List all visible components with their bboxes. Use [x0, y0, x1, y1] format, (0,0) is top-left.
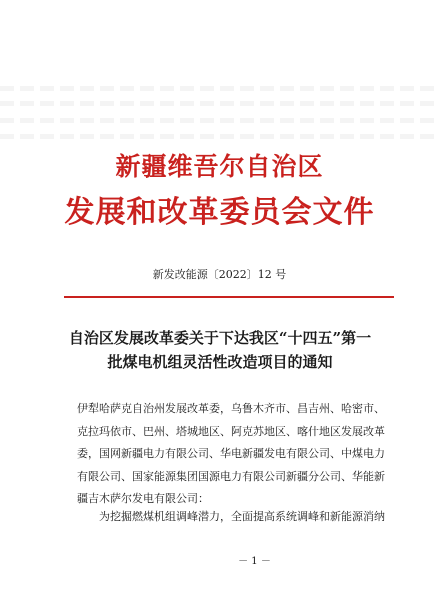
notice-title: [40, 326, 400, 374]
addressee-line: 伊犁哈萨克自治州发展改革委，乌鲁木齐市、昌吉州、哈密市、: [77, 402, 385, 415]
page-number: － 1 －: [238, 556, 271, 567]
addressee-line: 有限公司、国家能源集团国源电力有限公司新疆分公司、华能新: [77, 469, 385, 483]
body-paragraph: 为挖掘燃煤机组调峰潜力，全面提高系统调峰和新能源消纳: [99, 510, 385, 523]
document-type-header: 发展和改革委员会文件: [64, 195, 375, 230]
red-separator-rule: [64, 296, 394, 298]
bleed-through-line: [0, 118, 439, 123]
addressee-line: 疆吉木萨尔发电有限公司：: [77, 492, 209, 505]
notice-title-line: 批煤电机组灵活性改造项目的通知: [107, 353, 333, 371]
document-number: 新发改能源〔2022〕12 号: [152, 268, 287, 281]
bleed-through-line: [0, 86, 439, 91]
bleed-through-line: [0, 134, 439, 139]
bleed-through-line: [0, 101, 439, 106]
issuing-organization: 新疆维吾尔自治区: [115, 152, 324, 181]
addressee-block: [77, 398, 397, 511]
notice-title-line: 自治区发展改革委关于下达我区“十四五”第一: [68, 329, 372, 347]
addressee-line: 克拉玛依市、巴州、塔城地区、阿克苏地区、喀什地区发展改革: [77, 424, 385, 438]
addressee-line: 委，国网新疆电力有限公司、华电新疆发电有限公司、中煤电力: [77, 447, 385, 460]
